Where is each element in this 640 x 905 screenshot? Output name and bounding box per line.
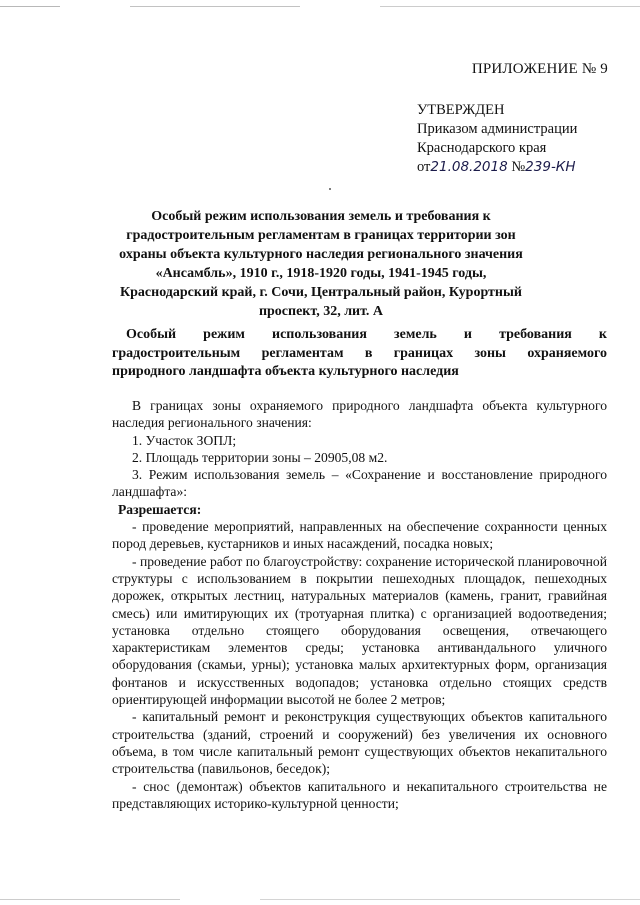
section-title-line-1: Особый режим использования земель и требования к — [126, 327, 607, 342]
appendix-number: ПРИЛОЖЕНИЕ № 9 — [471, 61, 608, 77]
item-2: 2. Площадь территории зоны – 20905,08 м2. — [132, 449, 388, 465]
order-number-prefix: № — [511, 159, 526, 175]
approved-line-2: Приказом администрации — [417, 121, 578, 137]
allowed-item: - снос (демонтаж) объектов капитального и некапитального строительства не представляющих историко-культурной ценности; — [112, 778, 607, 811]
item-1: 1. Участок ЗОПЛ; — [132, 432, 237, 448]
section-title-line-3: природного ландшафта объекта культурного наследия — [112, 364, 459, 379]
document-body — [112, 397, 607, 812]
order-prefix: от — [417, 159, 431, 175]
section-title-line-2: градостроительным регламентам в границах зоны охраняемого — [112, 345, 607, 361]
allowed-item: - проведение мероприятий, направленных на обеспечение сохранности ценных пород деревьев, кустарников и иных насаждений, посадка новых; — [112, 519, 607, 552]
scan-edge-bottom — [0, 899, 640, 900]
scan-edge-top — [0, 6, 640, 7]
allowed-heading: Разрешается: — [118, 501, 202, 517]
intro-paragraph: В границах зоны охраняемого природного ландшафта объекта культурного наследия регионального значения: — [112, 398, 607, 431]
order-reference — [417, 158, 577, 177]
allowed-item: - капитальный ремонт и реконструкция существующих объектов капитального строительства (зданий, строений и сооружений) без увеличения их основного объема, в том числе капитальный ремонт существующих объектов некапитального строительства (павильонов, беседок); — [112, 709, 607, 777]
item-3: 3. Режим использования земель – «Сохранение и восстановление природного ландшафта»: — [112, 467, 607, 500]
allowed-item: - проведение работ по благоустройству: сохранение исторической планировочной структуры с использованием в покрытии пешеходных площадок, пешеходных дорожек, открытых лестниц, натуральных материалов (камень, гранит, гравийная смесь) или имитирующих их (тротуарная плитка) с организацией водоотведения; установка отдельно стоящего оборудования освещения, отвечающего характеристикам элементов среды; установка антивандального уличного оборудования (скамьи, урны); установка малых архитектурных форм, организация фонтанов и искусственных водопадов; установка отдельно стоящих средств ориентирующей информации высотой не более 2 метров; — [112, 553, 607, 708]
document-title: Особый режим использования земель и требования к градостроительным регламентам в границах территории зон охраны объекта культурного наследия регионального значения «Ансамбль», 1910 г., 1918-1920 годы, 1941-1945 годы, Краснодарский край, г. Сочи, Центральный район, Курортный проспект, 32, лит. А — [119, 209, 523, 319]
approved-line-3: Краснодарского края — [417, 140, 547, 156]
approved-line-1: УТВЕРЖДЕН — [417, 102, 505, 118]
scan-dot — [329, 188, 331, 190]
approval-block — [417, 101, 577, 177]
order-number: 239-КН — [525, 159, 576, 175]
order-date: 21.08.2018 — [430, 159, 508, 175]
section-title — [112, 326, 607, 382]
